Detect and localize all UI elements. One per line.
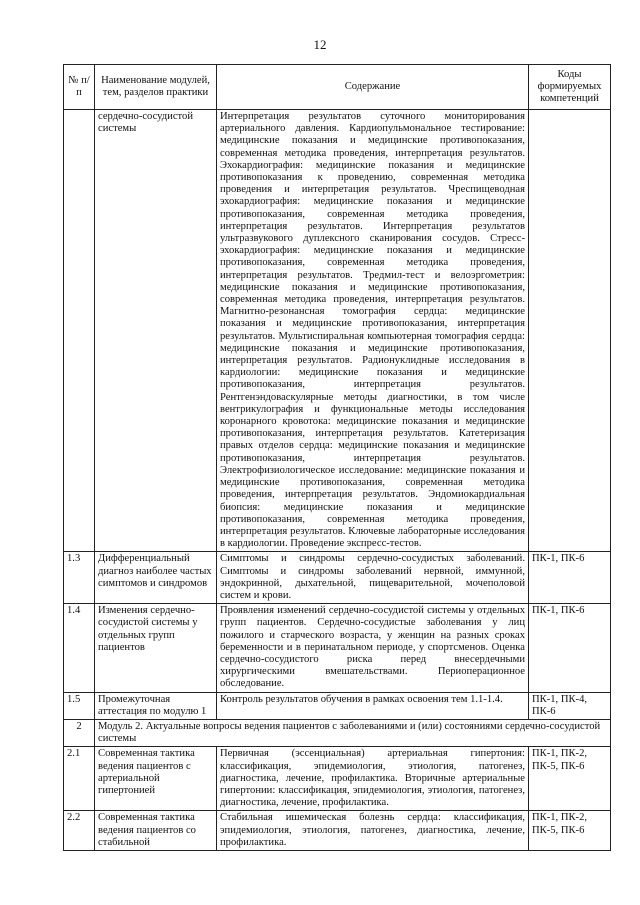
row-content: Интерпретация результатов суточного мониторирования артериального давления. Кардиопульмональное тестирование: медицинские показания и медицинские противопоказания, современная методика проведения, интерпретация результатов. Эхокардиография: медицинские показания и медицинские противопоказания к проведению, современная методика проведения и интерпретация результатов. Чреспищеводная эхокардиография: медицинские показания и медицинские противопоказания, современная методика проведения, интерпретация результатов. Интерпретация результатов ультразвукового дуплексного сканирования сосудов. Стресс-эхокардиография: медицинские показания и медицинские противопоказания, современная методика проведения, интерпретация результатов. Тредмил-тест и велоэргометрия: медицинские показания и медицинские противопоказания, современная методика проведения, интерпретация результатов. Магнитно-резонансная томография сердца: медицинские показания и медицинские противопоказания, интерпретация результатов. Мультиспиральная компьютерная томография сердца: медицинские показания и медицинские противопоказания, интерпретация результатов. Радионуклидные исследования в кардиологии: медицинские показания и медицинские противопоказания, интерпретация результатов. Рентгенэндоваскулярные методы диагностики, в том числе вентрикулография и функциональные методы исследования коронарного кровотока: медицинские показания и медицинские противопоказания, интерпретация результатов. Катетеризация правых отделов сердца: медицинские показания и медицинские противопоказания, интерпретация результатов. Электрофизиологическое исследование: медицинские показания и медицинские противопоказания, современная методика проведения, интерпретация результатов. Эндомиокардиальная биопсия: медицинские показания и медицинские противопоказания, современная методика проведения, интерпретация результатов. Ключевые лабораторные исследования в кардиологии. Проведение экспресс-тестов. [217,110,529,552]
curriculum-table [63,64,611,851]
row-content: Проявления изменений сердечно-сосудистой системы у отдельных групп пациентов. Сердечно-сосудистые заболевания у лиц пожилого и старческого возраста, у женщин на разных сроках беременности и в перинатальном периоде, у спортсменов. Оценка сердечно-сосудистого риска перед внесердечными хирургическими вмешательствами. Периоперационное обследование. [217,604,529,692]
table-row [64,811,611,851]
row-content: Симптомы и синдромы сердечно-сосудистых заболеваний. Симптомы и синдромы заболеваний нервной, иммунной, эндокринной, дыхательной, пищеварительной, мочеполовой систем и крови. [217,552,529,604]
row-codes: ПК-1, ПК-6 [529,604,611,692]
table-row [64,110,611,552]
table-row [64,604,611,692]
module-title: Модуль 2. Актуальные вопросы ведения пациентов с заболеваниями и (или) состояниями сердечно-сосудистой системы [95,719,611,746]
row-num: 2.2 [64,811,95,851]
row-name: Промежуточная аттестация по модулю 1 [95,692,217,719]
row-num: 2.1 [64,747,95,811]
row-name: сердечно-сосудистой системы [95,110,217,552]
row-codes: ПК-1, ПК-4, ПК-6 [529,692,611,719]
header-content: Содержание [217,65,529,110]
row-num [64,110,95,552]
row-codes: ПК-1, ПК-2, ПК-5, ПК-6 [529,811,611,851]
row-codes: ПК-1, ПК-2, ПК-5, ПК-6 [529,747,611,811]
table-row [64,552,611,604]
header-name: Наименование модулей, тем, разделов практики [95,65,217,110]
row-codes [529,110,611,552]
row-content: Контроль результатов обучения в рамках освоения тем 1.1-1.4. [217,692,529,719]
row-name: Современная тактика ведения пациентов с артериальной гипертонией [95,747,217,811]
table-header-row [64,65,611,110]
page-number: 12 [313,37,327,52]
header-num: № п/п [64,65,95,110]
module-num: 2 [64,719,95,746]
row-name: Современная тактика ведения пациентов со стабильной [95,811,217,851]
row-name: Дифференциальный диагноз наиболее частых симптомов и синдромов [95,552,217,604]
row-content: Первичная (эссенциальная) артериальная гипертония: классификация, эпидемиология, этиология, патогенез, диагностика, лечение, профилактика. Вторичные артериальные гипертонии: классификация, эпидемиология, этиология, патогенез, диагностика, лечение, профилактика. [217,747,529,811]
table-row [64,747,611,811]
row-content: Стабильная ишемическая болезнь сердца: классификация, эпидемиология, этиология, патогенез, диагностика, лечение, профилактика. [217,811,529,851]
module-header-row [64,719,611,746]
row-codes: ПК-1, ПК-6 [529,552,611,604]
header-codes: Коды формируемых компетенций [529,65,611,110]
row-num: 1.3 [64,552,95,604]
row-num: 1.5 [64,692,95,719]
table-row [64,692,611,719]
row-num: 1.4 [64,604,95,692]
row-name: Изменения сердечно-сосудистой системы у отдельных групп пациентов [95,604,217,692]
